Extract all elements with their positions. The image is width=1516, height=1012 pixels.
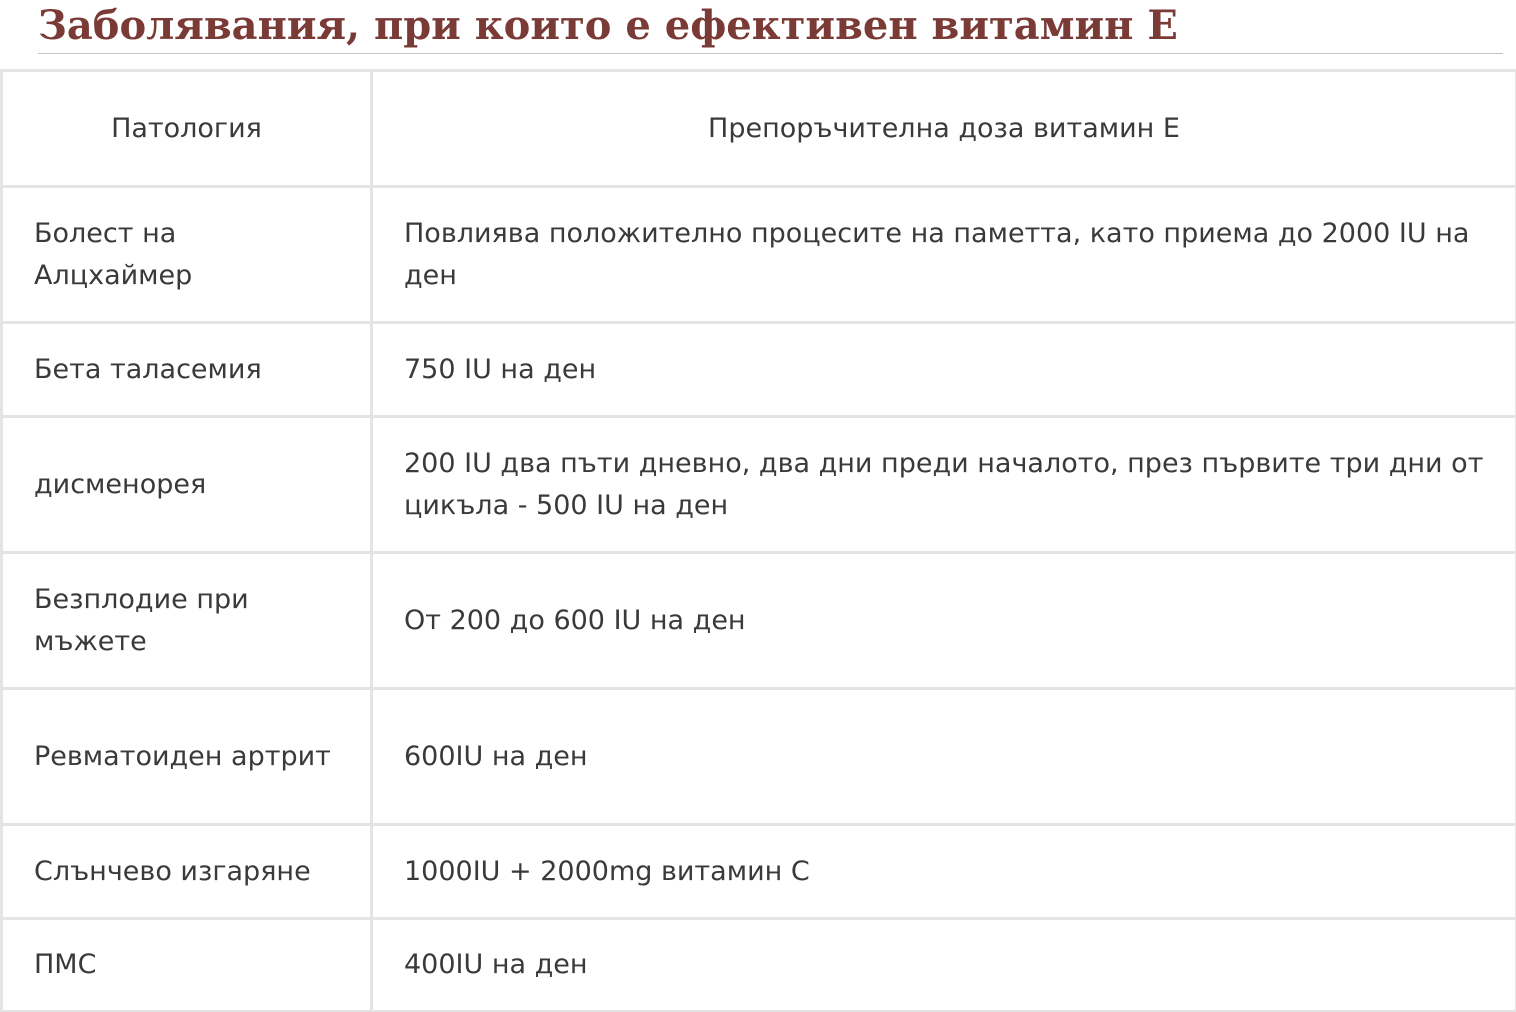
table-row — [2, 187, 1516, 323]
dose-cell: 750 IU на ден — [372, 323, 1516, 417]
dose-cell: 400IU на ден — [372, 919, 1516, 1012]
page-title: Заболявания, при които е ефективен витамин Е — [38, 2, 1178, 49]
table-row — [2, 689, 1516, 825]
condition-cell: Безплодие при мъжете — [2, 553, 372, 689]
table-header-row — [2, 71, 1516, 187]
condition-cell: дисменорея — [2, 417, 372, 553]
condition-cell: ПМС — [2, 919, 372, 1012]
table-row — [2, 323, 1516, 417]
dose-cell: От 200 до 600 IU на ден — [372, 553, 1516, 689]
dose-cell: 600IU на ден — [372, 689, 1516, 825]
header-pathology: Патология — [2, 71, 372, 187]
condition-cell: Слънчево изгаряне — [2, 825, 372, 919]
title-divider — [38, 53, 1503, 54]
header-recommended-dose: Препоръчителна доза витамин Е — [372, 71, 1516, 187]
table-row — [2, 553, 1516, 689]
condition-cell: Болест на Алцхаймер — [2, 187, 372, 323]
dose-cell: Повлиява положително процесите на паметта, като приема до 2000 IU на ден — [372, 187, 1516, 323]
table-row — [2, 825, 1516, 919]
condition-cell: Бета таласемия — [2, 323, 372, 417]
table-row — [2, 417, 1516, 553]
dose-cell: 1000IU + 2000mg витамин С — [372, 825, 1516, 919]
vitamin-e-dose-table — [0, 69, 1516, 1012]
condition-cell: Ревматоиден артрит — [2, 689, 372, 825]
dose-cell: 200 IU два пъти дневно, два дни преди началото, през първите три дни от цикъла - 500 IU на ден — [372, 417, 1516, 553]
table-row — [2, 919, 1516, 1012]
